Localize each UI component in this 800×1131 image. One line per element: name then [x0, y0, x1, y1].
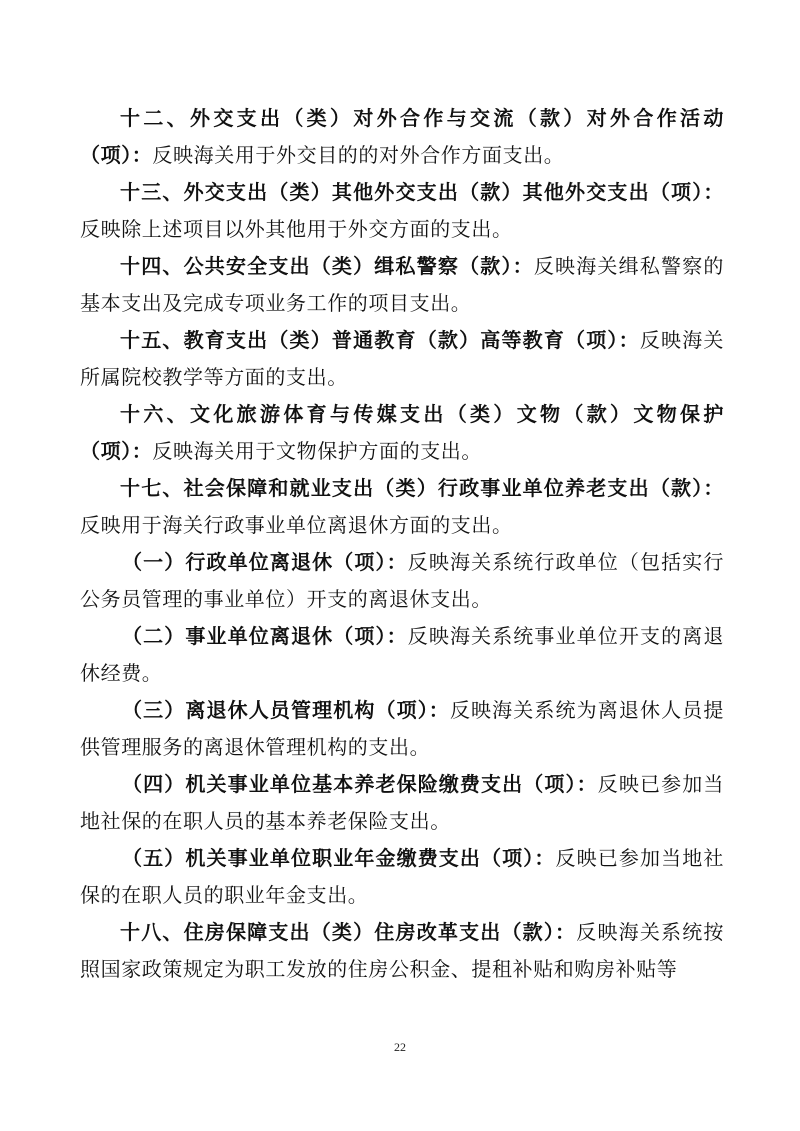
- paragraph-text: 反映除上述项目以外其他用于外交方面的支出。: [80, 217, 513, 241]
- paragraph-lead: 十二、外交支出（类）对外合作与交流（款）对外合作活动（项）：: [80, 106, 724, 167]
- paragraph-text: 反映海关系统为离退休人员提供管理服务的离退休管理机构的支出。: [80, 698, 724, 759]
- paragraph-17-4: [80, 766, 724, 840]
- paragraph-text: 反映海关系统事业单位开支的离退休经费。: [80, 624, 724, 685]
- paragraph-text: 反映海关所属院校教学等方面的支出。: [80, 328, 725, 389]
- paragraph-17-3: [80, 692, 724, 766]
- paragraph-17-1: [80, 544, 724, 618]
- paragraph-text: 反映已参加当地社保的在职人员的基本养老保险支出。: [80, 772, 724, 833]
- paragraph-18: [80, 914, 724, 988]
- paragraph-text: 反映海关用于文物保护方面的支出。: [152, 439, 483, 463]
- paragraph-12: [80, 100, 724, 174]
- paragraph-lead: 十五、教育支出（类）普通教育（款）高等教育（项）：: [120, 328, 640, 352]
- paragraph-lead: 十四、公共安全支出（类）缉私警察（款）：: [120, 254, 534, 278]
- paragraph-text: 反映海关用于外交目的的对外合作方面支出。: [152, 143, 565, 167]
- paragraph-17-2: [80, 618, 724, 692]
- paragraph-lead: （三）离退休人员管理机构（项）：: [122, 698, 450, 722]
- paragraph-lead: 十三、外交支出（类）其他外交支出（款）其他外交支出（项）：: [120, 180, 724, 204]
- paragraph-17: [80, 470, 724, 544]
- paragraph-text: 反映已参加当地社保的在职人员的职业年金支出。: [80, 846, 724, 907]
- page-number: 22: [394, 1040, 406, 1054]
- paragraph-14: [80, 248, 724, 322]
- paragraph-text: 反映海关系统按照国家政策规定为职工发放的住房公积金、提租补贴和购房补贴等: [80, 920, 725, 981]
- paragraph-text: 反映海关缉私警察的基本支出及完成专项业务工作的项目支出。: [80, 254, 725, 315]
- paragraph-16: [80, 396, 724, 470]
- paragraph-lead: 十六、文化旅游体育与传媒支出（类）文物（款）文物保护（项）：: [80, 402, 724, 463]
- document-body: [80, 100, 724, 988]
- paragraph-lead: （二）事业单位离退休（项）：: [122, 624, 408, 648]
- paragraph-lead: （五）机关事业单位职业年金缴费支出（项）：: [122, 846, 556, 870]
- paragraph-17-5: [80, 840, 724, 914]
- paragraph-text: 反映海关系统行政单位（包括实行公务员管理的事业单位）开支的离退休支出。: [80, 550, 724, 611]
- paragraph-lead: （四）机关事业单位基本养老保险缴费支出（项）：: [122, 772, 598, 796]
- paragraph-13: [80, 174, 724, 248]
- paragraph-lead: 十七、社会保障和就业支出（类）行政事业单位养老支出（款）：: [120, 476, 724, 500]
- paragraph-text: 反映用于海关行政事业单位离退休方面的支出。: [80, 513, 513, 537]
- paragraph-lead: （一）行政单位离退休（项）：: [122, 550, 408, 574]
- paragraph-lead: 十八、住房保障支出（类）住房改革支出（款）：: [120, 920, 577, 944]
- paragraph-15: [80, 322, 724, 396]
